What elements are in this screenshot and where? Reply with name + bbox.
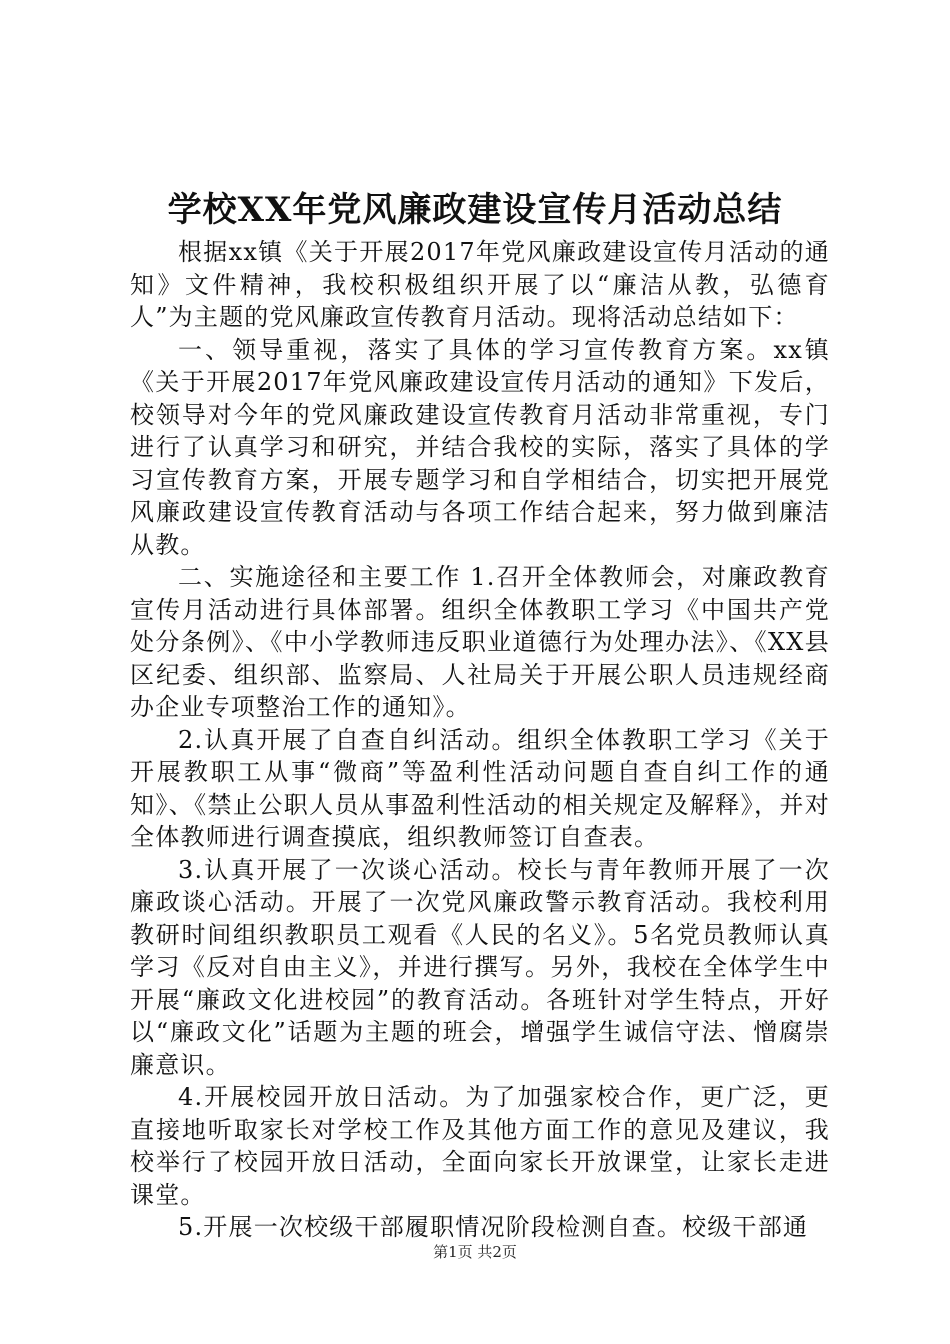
paragraph-item-5: 5.开展一次校级干部履职情况阶段检测自查。校级干部通	[178, 1213, 809, 1241]
paragraph-section-one: 一、领导重视，落实了具体的学习宣传教育方案。xx镇《关于开展2017年党风廉政建设宣传月活动的通知》下发后，校领导对今年的党风廉政建设宣传教育月活动非常重视，专门进行了认真学习和研究，并结合我校的实际，落实了具体的学习宣传教育方案，开展专题学习和自学相结合，切实把开展党风廉政建设宣传教育活动与各项工作结合起来，努力做到廉洁从教。	[130, 335, 830, 559]
paragraph-section-two: 二、实施途径和主要工作 1.召开全体教师会，对廉政教育宣传月活动进行具体部署。组织全体教职工学习《中国共产党处分条例》、《中小学教师违反职业道德行为处理办法》、《XX县区纪委、组织部、监察局、人社局关于开展公职人员违规经商办企业专项整治工作的通知》。	[130, 563, 830, 721]
paragraph-item-3: 3.认真开展了一次谈心活动。校长与青年教师开展了一次廉政谈心活动。开展了一次党风廉政警示教育活动。我校利用教研时间组织教职员工观看《人民的名义》。5名党员教师认真学习《反对自由主义》，并进行撰写。另外，我校在全体学生中开展“廉政文化进校园”的教育活动。各班针对学生特点，开好以“廉政文化”话题为主题的班会，增强学生诚信守法、憎腐崇廉意识。	[130, 855, 830, 1079]
page-number-footer: 第1页 共2页	[433, 1243, 517, 1261]
paragraph-item-4: 4.开展校园开放日活动。为了加强家校合作，更广泛，更直接地听取家长对学校工作及其他方面工作的意见及建议，我校举行了校园开放日活动，全面向家长开放课堂，让家长走进课堂。	[130, 1083, 830, 1209]
document-title: 学校XX年党风廉政建设宣传月活动总结	[167, 190, 783, 230]
paragraph-intro: 根据xx镇《关于开展2017年党风廉政建设宣传月活动的通知》文件精神，我校积极组织开展了以“廉洁从教，弘德育人”为主题的党风廉政宣传教育月活动。现将活动总结如下：	[130, 238, 830, 331]
document-body	[130, 236, 830, 1244]
paragraph-item-2: 2.认真开展了自查自纠活动。组织全体教职工学习《关于开展教职工从事“微商”等盈利性活动问题自查自纠工作的通知》、《禁止公职人员从事盈利性活动的相关规定及解释》，并对全体教师进行调查摸底，组织教师签订自查表。	[130, 725, 830, 851]
